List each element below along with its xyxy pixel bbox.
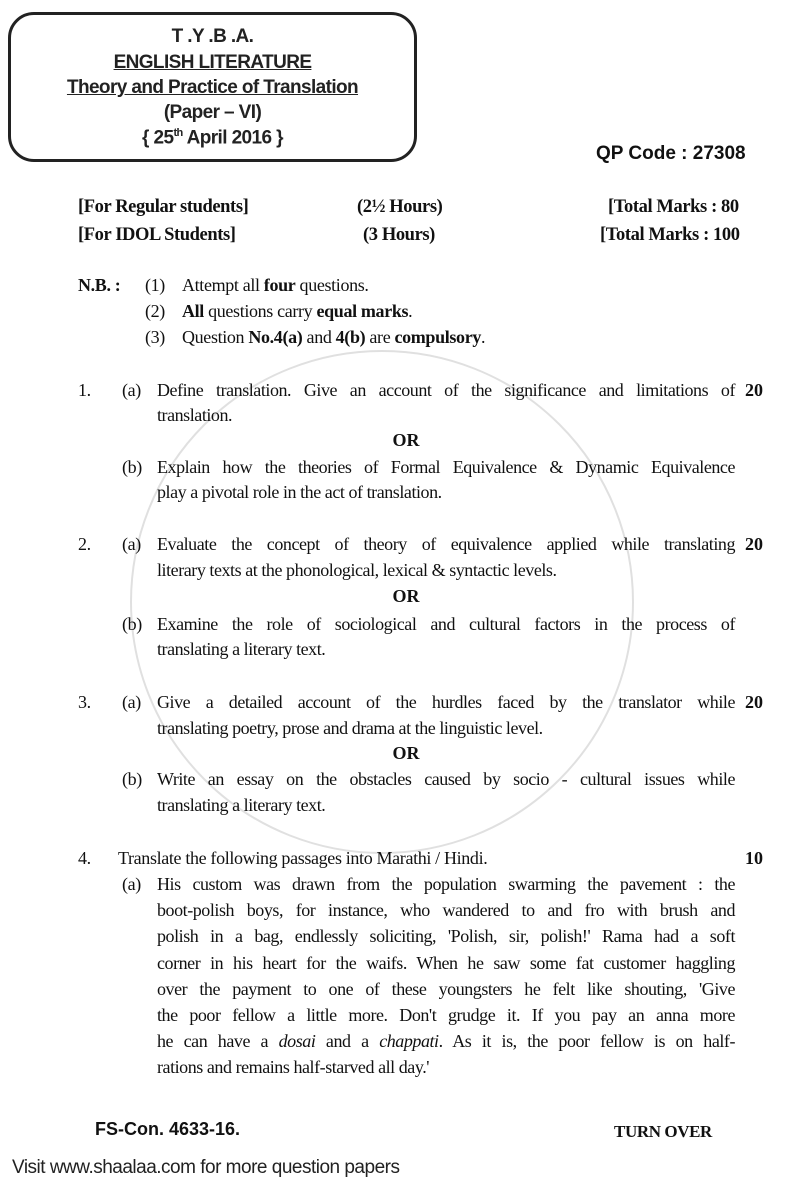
or-separator: OR xyxy=(392,430,420,450)
passage-line: His custom was drawn from the population swarming the pavement : the xyxy=(157,874,735,894)
nb-text: Question xyxy=(182,327,249,347)
question-4-number: 4. xyxy=(78,848,91,868)
question-4-instruction: Translate the following passages into Marathi / Hindi. xyxy=(118,848,488,868)
question-1-number: 1. xyxy=(78,380,91,400)
question-1-marks: 20 xyxy=(745,380,763,400)
nb-bold: All xyxy=(182,301,204,321)
question-2-number: 2. xyxy=(78,534,91,554)
nb-3-num: (3) xyxy=(145,327,165,347)
nb-bold: four xyxy=(263,275,296,295)
question-1b-line: Explain how the theories of Formal Equivalence & Dynamic Equivalence xyxy=(157,457,735,477)
question-2a-label: (a) xyxy=(122,534,141,554)
paper-number: (Paper – VI) xyxy=(163,102,262,123)
date-day: { 25 xyxy=(142,127,174,149)
idol-marks: [Total Marks : 100 xyxy=(600,225,740,245)
exam-date xyxy=(8,127,417,149)
question-3b-line: Write an essay on the obstacles caused by socio - cultural issues while xyxy=(157,769,735,789)
passage-line: over the payment to one of these youngsters he felt like shouting, 'Give xyxy=(157,979,735,999)
regular-duration: (2½ Hours) xyxy=(357,197,443,217)
turn-over: TURN OVER xyxy=(614,1122,712,1141)
question-2b-label: (b) xyxy=(122,614,142,634)
nb-3 xyxy=(182,327,485,348)
nb-text: and xyxy=(302,327,336,347)
question-3-number: 3. xyxy=(78,692,91,712)
question-3-marks: 20 xyxy=(745,692,763,712)
fs-con-code: FS-Con. 4633-16. xyxy=(95,1119,241,1139)
question-2b-line: translating a literary text. xyxy=(157,639,326,659)
question-1b-line: play a pivotal role in the act of translation. xyxy=(157,482,442,502)
question-4-marks: 10 xyxy=(745,848,763,868)
question-1a-line: Define translation. Give an account of the significance and limitations of xyxy=(157,380,735,400)
passage-line: rations and remains half-starved all day.' xyxy=(157,1057,430,1077)
date-suffix: th xyxy=(173,127,183,139)
passage-text: he can have a xyxy=(157,1031,279,1051)
nb-2-num: (2) xyxy=(145,301,165,321)
passage-line: corner in his heart for the waifs. When he saw some fat customer haggling xyxy=(157,953,735,973)
question-2a-line: Evaluate the concept of theory of equivalence applied while translating xyxy=(157,534,735,554)
paper-title-text: Theory and Practice of Translation xyxy=(66,77,359,98)
question-1a-label: (a) xyxy=(122,380,141,400)
nb-text: questions carry xyxy=(203,301,317,321)
nb-2 xyxy=(182,301,412,322)
nb-1 xyxy=(182,275,369,296)
passage-italic: dosai xyxy=(278,1031,316,1051)
paper-title xyxy=(8,77,417,99)
course-level: T .Y .B .A. xyxy=(171,26,254,47)
passage-italic: chappati xyxy=(379,1031,439,1051)
nb-bold: compulsory xyxy=(394,327,482,347)
question-1a-line: translation. xyxy=(157,405,233,425)
question-3a-line: Give a detailed account of the hurdles faced by the translator while xyxy=(157,692,735,712)
passage-text: and a xyxy=(315,1031,380,1051)
nb-bold: equal marks xyxy=(316,301,409,321)
qp-code: QP Code : 27308 xyxy=(596,143,746,164)
nb-text: questions. xyxy=(295,275,369,295)
idol-students: [For IDOL Students] xyxy=(78,225,236,245)
subject-text: ENGLISH LITERATURE xyxy=(113,52,312,73)
passage-line: polish in a bag, endlessly soliciting, 'Polish, sir, polish!' Rama had a soft xyxy=(157,926,735,946)
regular-students: [For Regular students] xyxy=(78,197,249,217)
nb-1-num: (1) xyxy=(145,275,165,295)
nb-text: . xyxy=(408,301,413,321)
question-2-marks: 20 xyxy=(745,534,763,554)
date-rest: April 2016 } xyxy=(182,127,283,149)
passage-line: the poor fellow a little more. Don't grudge it. If you pay an anna more xyxy=(157,1005,735,1025)
question-3a-label: (a) xyxy=(122,692,141,712)
nb-text: . xyxy=(481,327,486,347)
visit-link[interactable]: Visit www.shaalaa.com for more question papers xyxy=(12,1157,400,1178)
question-2a-line: literary texts at the phonological, lexical & syntactic levels. xyxy=(157,560,557,580)
nb-label: N.B. : xyxy=(78,275,121,295)
passage-text: . As it is, the poor fellow is on half- xyxy=(438,1031,736,1051)
passage-line xyxy=(157,1031,735,1052)
or-separator: OR xyxy=(392,586,420,606)
regular-marks: [Total Marks : 80 xyxy=(608,197,739,217)
question-3b-line: translating a literary text. xyxy=(157,795,326,815)
nb-text: are xyxy=(365,327,395,347)
question-3b-label: (b) xyxy=(122,769,142,789)
passage-line: boot-polish boys, for instance, who wandered to and fro with brush and xyxy=(157,900,735,920)
question-3a-line: translating poetry, prose and drama at the linguistic level. xyxy=(157,718,543,738)
question-1b-label: (b) xyxy=(122,457,142,477)
question-2b-line: Examine the role of sociological and cultural factors in the process of xyxy=(157,614,735,634)
idol-duration: (3 Hours) xyxy=(363,225,435,245)
nb-bold: No.4(a) xyxy=(248,327,303,347)
or-separator: OR xyxy=(392,743,420,763)
question-4a-label: (a) xyxy=(122,874,141,894)
nb-bold: 4(b) xyxy=(335,327,366,347)
subject xyxy=(8,52,417,74)
nb-text: Attempt all xyxy=(182,275,264,295)
